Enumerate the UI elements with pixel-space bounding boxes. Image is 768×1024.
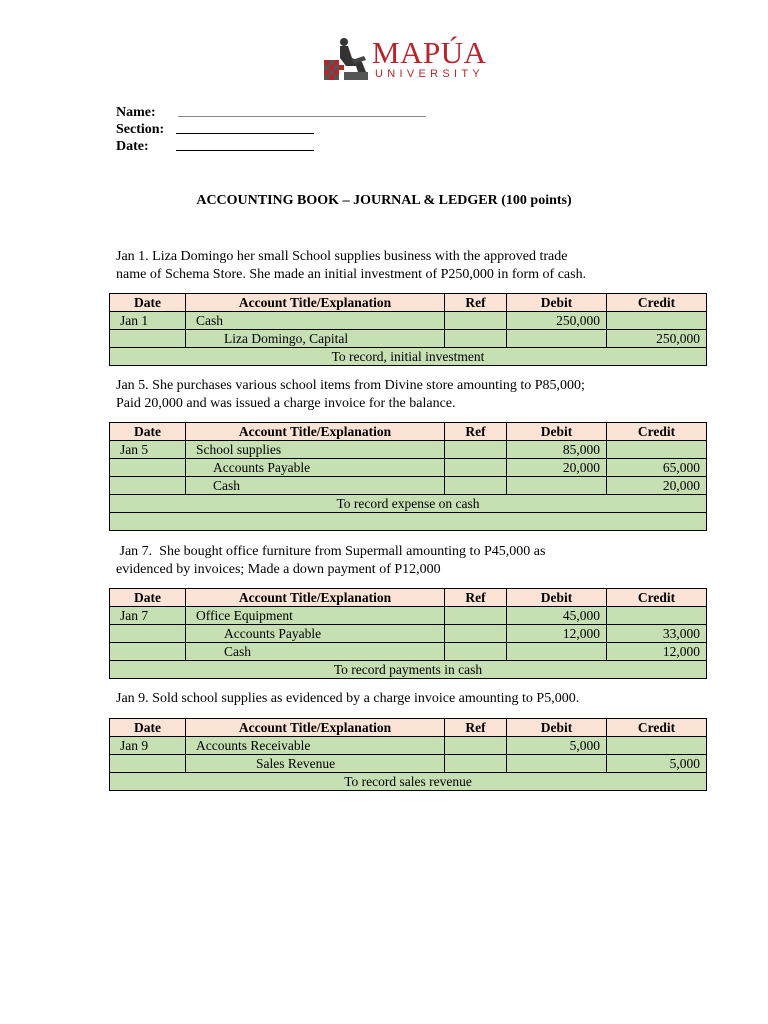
cell-debit: 45,000: [507, 607, 607, 625]
table-row: [110, 330, 707, 348]
page-title: [0, 193, 768, 209]
column-header-ref: Ref: [445, 719, 507, 737]
table-header-row: [110, 719, 707, 737]
cell-credit: 20,000: [607, 477, 707, 495]
cell-account: Accounts Payable: [186, 625, 445, 643]
university-logo: [322, 35, 487, 84]
table-row: [110, 737, 707, 755]
cell-ref: [445, 643, 507, 661]
table-memo-row: [110, 661, 707, 679]
table-row: [110, 643, 707, 661]
cell-account: Liza Domingo, Capital: [186, 330, 445, 348]
cell-memo: To record, initial investment: [110, 348, 707, 366]
section-field[interactable]: [176, 133, 314, 134]
logo-wordmark: MAPÚA: [372, 35, 487, 70]
description-line: Jan 5. She purchases various school items from Divine store amounting to P85,000;: [116, 378, 585, 393]
page-title-text: ACCOUNTING BOOK – JOURNAL & LEDGER (100 points): [196, 193, 572, 208]
table-header-row: [110, 423, 707, 441]
cell-debit: [507, 755, 607, 773]
column-header-ref: Ref: [445, 423, 507, 441]
journal-table: [109, 718, 707, 791]
entry-description: [116, 543, 676, 578]
date-label: Date:: [116, 139, 149, 154]
cell-debit: 85,000: [507, 441, 607, 459]
description-line: name of Schema Store. She made an initial investment of P250,000 in form of cash.: [116, 266, 587, 282]
description-line: Jan 7. She bought office furniture from Supermall amounting to P45,000 as: [116, 544, 546, 559]
cell-ref: [445, 330, 507, 348]
cell-date: Jan 9: [110, 737, 186, 755]
column-header-ref: Ref: [445, 294, 507, 312]
cell-ref: [445, 625, 507, 643]
cell-ref: [445, 607, 507, 625]
cell-date: Jan 1: [110, 312, 186, 330]
column-header-ref: Ref: [445, 589, 507, 607]
cell-ref: [445, 312, 507, 330]
column-header-date: Date: [110, 423, 186, 441]
table-header-row: [110, 294, 707, 312]
table-memo-row: [110, 773, 707, 791]
column-header-date: Date: [110, 589, 186, 607]
column-header-account: Account Title/Explanation: [186, 589, 445, 607]
column-header-credit: Credit: [607, 589, 707, 607]
journal-table: [109, 422, 707, 531]
cell-debit: 20,000: [507, 459, 607, 477]
cell-credit: 250,000: [607, 330, 707, 348]
table-row: [110, 477, 707, 495]
logo-subtitle: UNIVERSITY: [375, 68, 485, 80]
table-row: [110, 459, 707, 477]
description-line: Jan 9. Sold school supplies as evidenced by a charge invoice amounting to P5,000.: [116, 691, 580, 706]
cell-credit: 5,000: [607, 755, 707, 773]
column-header-account: Account Title/Explanation: [186, 719, 445, 737]
date-field[interactable]: [176, 150, 314, 151]
cell-account: Office Equipment: [186, 607, 445, 625]
column-header-debit: Debit: [507, 719, 607, 737]
cell-credit: 12,000: [607, 643, 707, 661]
cell-ref: [445, 459, 507, 477]
cell-date: [110, 477, 186, 495]
cell-credit: 33,000: [607, 625, 707, 643]
cell-credit: 65,000: [607, 459, 707, 477]
table-memo-row: [110, 348, 707, 366]
cell-credit: [607, 441, 707, 459]
cell-date: [110, 643, 186, 661]
cell-account: School supplies: [186, 441, 445, 459]
cell-date: Jan 5: [110, 441, 186, 459]
cell-account: Cash: [186, 312, 445, 330]
cell-account: Cash: [186, 643, 445, 661]
column-header-debit: Debit: [507, 589, 607, 607]
cell-account: Cash: [186, 477, 445, 495]
cell-memo: To record payments in cash: [110, 661, 707, 679]
cell-debit: [507, 330, 607, 348]
cell-date: [110, 755, 186, 773]
cell-ref: [445, 441, 507, 459]
column-header-date: Date: [110, 294, 186, 312]
description-line: Paid 20,000 and was issued a charge invoice for the balance.: [116, 395, 456, 411]
journal-table: [109, 293, 707, 366]
entry-description: [116, 248, 676, 283]
cell-credit: [607, 607, 707, 625]
cell-ref: [445, 755, 507, 773]
logo-emblem-icon: [322, 36, 370, 82]
section-label: Section:: [116, 122, 165, 137]
cell-account: Accounts Payable: [186, 459, 445, 477]
cell-date: [110, 459, 186, 477]
table-header-row: [110, 589, 707, 607]
cell-account: Sales Revenue: [186, 755, 445, 773]
table-row: [110, 312, 707, 330]
cell-memo: To record sales revenue: [110, 773, 707, 791]
entry-description: [116, 690, 676, 708]
cell-debit: 12,000: [507, 625, 607, 643]
description-line: evidenced by invoices; Made a down payment of P12,000: [116, 561, 441, 577]
column-header-credit: Credit: [607, 294, 707, 312]
entry-description: [116, 377, 676, 412]
cell-credit: [607, 737, 707, 755]
cell-ref: [445, 477, 507, 495]
cell-empty: [110, 513, 707, 531]
journal-table: [109, 588, 707, 679]
name-label: Name:: [116, 105, 156, 120]
description-line: Jan 1. Liza Domingo her small School supplies business with the approved trade: [116, 249, 568, 264]
name-field[interactable]: [178, 116, 426, 117]
cell-debit: 250,000: [507, 312, 607, 330]
table-row: [110, 625, 707, 643]
column-header-account: Account Title/Explanation: [186, 294, 445, 312]
column-header-debit: Debit: [507, 423, 607, 441]
column-header-credit: Credit: [607, 719, 707, 737]
cell-memo: To record expense on cash: [110, 495, 707, 513]
table-memo-row: [110, 495, 707, 513]
cell-debit: [507, 477, 607, 495]
table-row: [110, 607, 707, 625]
cell-debit: 5,000: [507, 737, 607, 755]
cell-ref: [445, 737, 507, 755]
column-header-debit: Debit: [507, 294, 607, 312]
cell-date: [110, 625, 186, 643]
cell-credit: [607, 312, 707, 330]
table-row: [110, 441, 707, 459]
column-header-credit: Credit: [607, 423, 707, 441]
cell-date: Jan 7: [110, 607, 186, 625]
cell-account: Accounts Receivable: [186, 737, 445, 755]
cell-date: [110, 330, 186, 348]
column-header-date: Date: [110, 719, 186, 737]
column-header-account: Account Title/Explanation: [186, 423, 445, 441]
cell-debit: [507, 643, 607, 661]
table-empty-row: [110, 513, 707, 531]
table-row: [110, 755, 707, 773]
